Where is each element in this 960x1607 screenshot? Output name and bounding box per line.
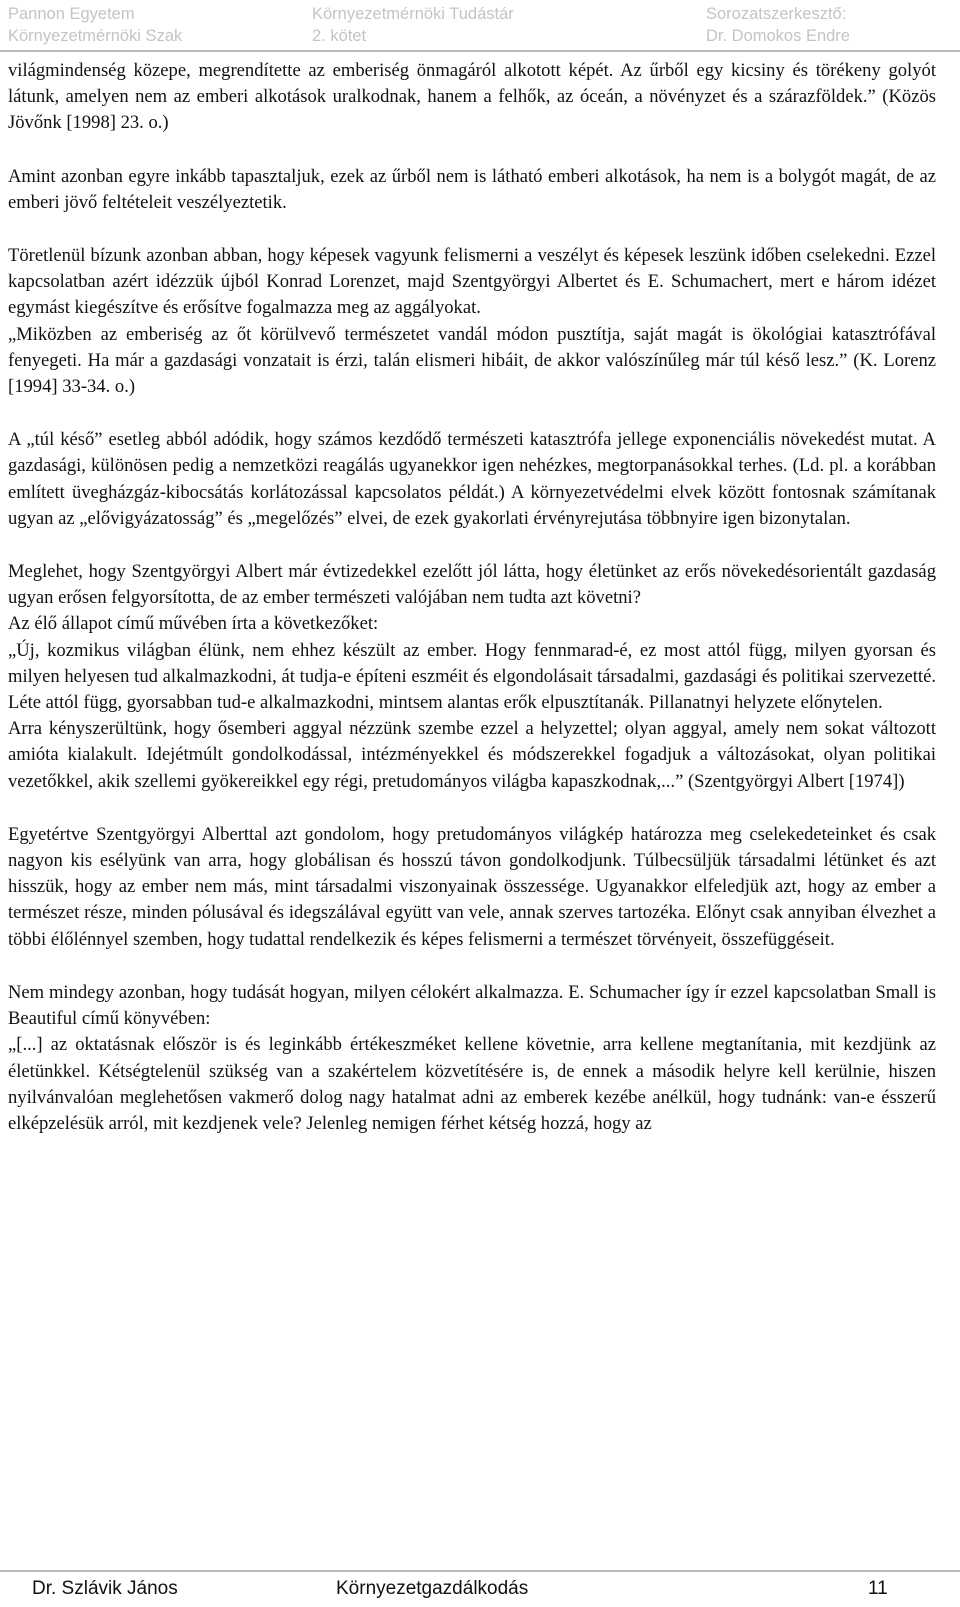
paragraph: Egyetértve Szentgyörgyi Alberttal azt gondolom, hogy pretudományos világkép határozza meg cselekedeteinket és csak nagyon kis esélyünk van arra, hogy globálisan és hosszú távon gondolkodjunk. Túlbecsüljük társadalmi létünket és azt hisszük, hogy az ember nem más, mint társadalmi viszonyainak összessége. Ugyanakkor elfeledjük azt, hogy az ember a természet része, minden pólusával és idegszálával együtt van vele, annak szerves tartozéka. Előnyt csak annyiban élvezhet a többi élőlénnyel szemben, hogy tudattal rendelkezik és képes felismerni a természet törvényeit, összefüggéseit. xyxy=(8,823,936,950)
paragraph: A „túl késő” esetleg abból adódik, hogy számos kezdődő természeti katasztrófa jellege exponenciális növekedést mutat. A gazdasági, különösen pedig a nemzetközi reagálás ugyanekkor igen nehézkes, megtorpanásokkal terhes. (Ld. pl. a korábban említett üvegházgáz-kibocsátás korlátozással kapcsolatos példát.) A környezetvédelmi elvek között fontosnak számítanak ugyan az „elővigyázatosság” és „megelőzés” elvei, de ezek gyakorlati érvényrejutása többnyire igen bizonytalan. xyxy=(8,429,936,529)
header-university: Pannon Egyetem xyxy=(8,5,135,23)
quote-paragraph: „Miközben az emberiség az őt körülvevő természetet vandál módon pusztítja, saját magát is ökológiai katasztrófával fenyegeti. Ha már a gazdasági vonzatait is érzi, talán elismeri hibáit, de akkor valószínűleg már túl késő lesz.” (K. Lorenz [1994] 33-34. o.) xyxy=(8,323,936,398)
paragraph: Töretlenül bízunk azonban abban, hogy képesek vagyunk felismerni a veszélyt és képesek leszünk időben cselekedni. Ezzel kapcsolatban azért idézzük újból Konrad Lorenzet, majd Szentgyörgyi Albertet és E. Schumachert, mert e három idézet egymást kiegészítve és erősítve fogalmazza meg az aggályokat. xyxy=(8,245,936,319)
header-institution xyxy=(8,3,182,47)
header-editor xyxy=(706,3,850,47)
quote-paragraph: „[...] az oktatásnak először is és leginkább értékeszméket kellene követnie, arra kellene megtanítania, mit kezdjünk az életünkkel. Kétségtelenül szükség van a szakértelem közvetítésére is, de ennek a második helyre kell kerülnie, hiszen nyilvánvalóan meglehetősen vakmerő dolog nagy hatalmat adni az emberek kezébe anélkül, hogy tudnánk: van-e ésszerű elképzelésük arról, mit kezdjenek vele? Jelenleg nemigen férhet kétség hozzá, hogy az xyxy=(8,1034,936,1134)
header-volume: 2. kötet xyxy=(312,27,367,45)
quote-paragraph: Arra kényszerültünk, hogy ősemberi aggyal nézzünk szembe ezzel a helyzettel; olyan aggyal, amely nem sokat változott amióta kialakult. Idejétmúlt gondolkodással, intézményekkel és módszerekkel fogadjuk a változásokat, olyan politikai vezetőkkel, akik szellemi gyökereikkel egy régi, pretudományos világba kapaszkodnak,...” (Szentgyörgyi Albert [1974]) xyxy=(8,718,936,792)
paragraph: Az élő állapot című művében írta a következőket: xyxy=(8,613,379,635)
header-series xyxy=(312,3,514,47)
header-series-title: Környezetmérnöki Tudástár xyxy=(312,5,514,23)
footer-title: Környezetgazdálkodás xyxy=(336,1578,529,1599)
header-editor-name: Dr. Domokos Endre xyxy=(706,27,850,45)
paragraph: Meglehet, hogy Szentgyörgyi Albert már évtizedekkel ezelőtt jól látta, hogy életünket az erős növekedésorientált gazdaság ugyan erősen felgyorsította, de az ember természeti valójában nem tudta azt követni? xyxy=(8,561,936,609)
quote-paragraph: „Új, kozmikus világban élünk, nem ehhez készült az ember. Hogy fennmarad-é, ez most attól függ, milyen gyorsan és milyen helyesen tud alkalmazkodni, át tudja-e építeni eszméit és elgondolásait társadalmi, gazdasági és politikai szervezetté. Léte attól függ, gyorsabban tud-e alkalmazkodni, mintsem alantas erők elpusztítanák. Pillanatnyi helyzete előnytelen. xyxy=(8,639,936,714)
paragraph: Nem mindegy azonban, hogy tudását hogyan, milyen célokért alkalmazza. E. Schumacher így ír ezzel kapcsolatban Small is Beautiful című könyvében: xyxy=(8,981,936,1030)
paragraph: világmindenség közepe, megrendítette az emberiség önmagáról alkotott képét. Az űrből egy kicsiny és törékeny golyót látunk, amelyen nem az emberi alkotások uralkodnak, hanem a felhők, az óceán, a növényzet és a szárazföldek.” (Közös Jövőnk [1998] 23. o.) xyxy=(8,60,936,134)
page-footer xyxy=(0,1570,960,1607)
paragraph: Amint azonban egyre inkább tapasztaljuk, ezek az űrből nem is látható emberi alkotások, ha nem is a bolygót magát, de az emberi jövő feltételeit veszélyeztetik. xyxy=(8,165,936,213)
footer-author: Dr. Szlávik János xyxy=(32,1578,178,1599)
header-editor-label: Sorozatszerkesztő: xyxy=(706,5,847,23)
header-program: Környezetmérnöki Szak xyxy=(8,27,183,45)
page-number: 11 xyxy=(868,1578,888,1599)
page-header xyxy=(0,0,960,52)
page-body xyxy=(8,58,936,1137)
